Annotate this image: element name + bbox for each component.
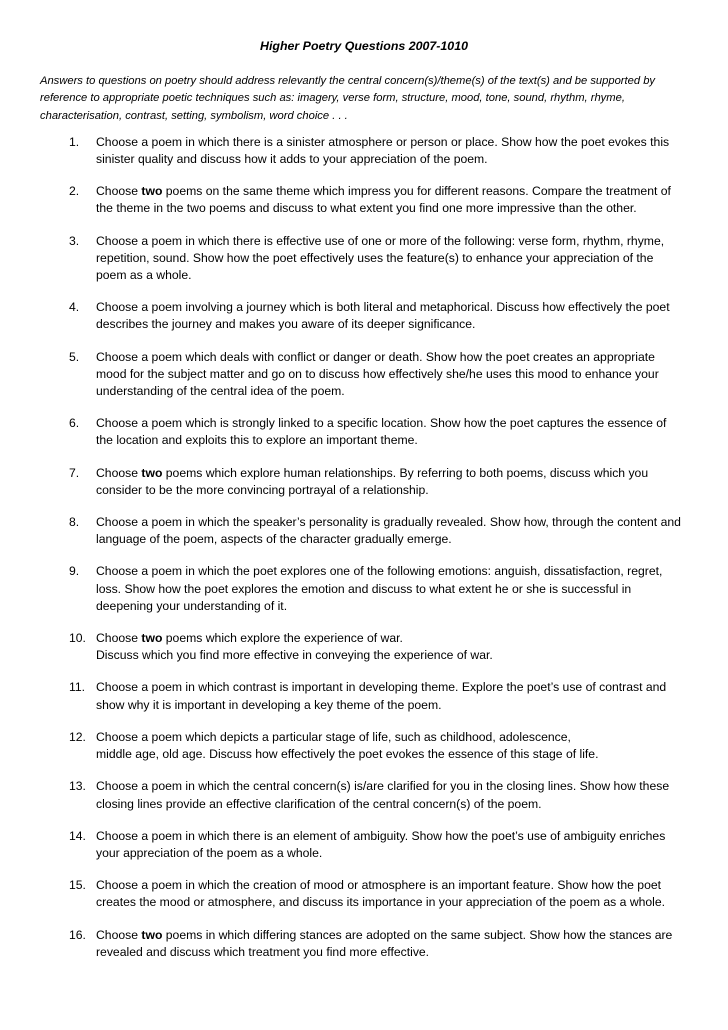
question-item	[40, 514, 688, 548]
question-item	[40, 563, 688, 615]
question-text-part: Choose a poem in which the creation of mood or atmosphere is an important feature. Show how the poet creates the mood or atmosphere, and discuss its importance in your appreciation of the poem as a whole.	[96, 878, 666, 910]
question-text-part: Choose a poem in which contrast is important in developing theme. Explore the poet’s use of contrast and show why it is important in developing a key theme of the poem.	[96, 680, 667, 712]
question-item	[40, 877, 688, 911]
question-item	[40, 630, 688, 664]
question-number: 8.	[69, 515, 80, 530]
question-number: 12.	[69, 729, 86, 744]
question-item	[40, 828, 688, 862]
question-text	[96, 234, 664, 282]
question-text	[96, 350, 659, 398]
question-item	[40, 349, 688, 401]
page-title: Higher Poetry Questions 2007-1010	[260, 39, 468, 53]
question-text	[96, 184, 671, 215]
question-number: 3.	[69, 233, 80, 248]
question-text-part: Choose a poem in which the speaker’s personality is gradually revealed. Show how, through the content and language of the poem, aspects of the character gradually emerge.	[96, 515, 681, 547]
question-number: 14.	[69, 828, 86, 843]
question-item	[40, 299, 688, 333]
question-text-part: Choose a poem involving a journey which is both literal and metaphorical. Discuss how effectively the poet describes the journey and makes you aware of its deeper significance.	[96, 300, 670, 332]
question-text	[96, 928, 672, 959]
question-text-part: Choose	[96, 927, 142, 942]
question-item	[40, 679, 688, 713]
question-text-part: Choose	[96, 184, 142, 199]
question-text	[96, 779, 669, 810]
question-number: 10.	[69, 631, 86, 646]
question-text-part: Choose a poem in which there is an element of ambiguity. Show how the poet’s use of ambiguity enriches your appreciation of the poem as a whole.	[96, 828, 666, 860]
question-text-part: Choose a poem in which the central concern(s) is/are clarified for you in the closing lines. Show how these closing lines provide an effective clarification of the central concern(s) of the poem.	[96, 779, 670, 811]
question-item	[40, 233, 688, 285]
question-item	[40, 927, 688, 961]
question-text	[96, 466, 648, 497]
question-text	[96, 631, 493, 662]
question-text-part: Choose a poem which deals with conflict or danger or death. Show how the poet creates an appropriate mood for the subject matter and go on to discuss how effectively she/he uses this mood to enhance your understanding of the central idea of the poem.	[96, 349, 659, 399]
question-item	[40, 134, 688, 168]
question-item	[40, 729, 688, 763]
question-emphasis: two	[141, 465, 163, 480]
question-item	[40, 183, 688, 217]
question-text-part: Choose a poem which is strongly linked to a specific location. Show how the poet captures the essence of the location and exploits this to explore an important theme.	[96, 416, 667, 448]
question-text	[96, 515, 681, 546]
question-text-part: poems which explore human relationships. By referring to both poems, discuss which you consider to be the more convincing portrayal of a relationship.	[96, 465, 649, 497]
question-number: 9.	[69, 564, 80, 579]
question-text	[96, 416, 666, 447]
question-number: 15.	[69, 878, 86, 893]
question-text-part: Choose	[96, 465, 142, 480]
intro-paragraph: Answers to questions on poetry should address relevantly the central concern(s)/theme(s) of the text(s) and be supported by reference to appropriate poetic techniques such as: imagery, verse form, structure, mood, tone, sound, rhythm, rhyme, characterisation, contrast, setting, symbolism, word choice . . .	[40, 75, 656, 122]
question-text	[96, 829, 665, 860]
question-number: 7.	[69, 465, 80, 480]
question-text	[96, 680, 666, 711]
question-text-part: poems which explore the experience of war. Discuss which you find more effective in conveying the experience of war.	[96, 631, 493, 663]
question-emphasis: two	[141, 184, 163, 199]
question-text-part: poems on the same theme which impress you for different reasons. Compare the treatment of the theme in the two poems and discuss to what extent you find one more impressive than the other.	[96, 184, 671, 216]
question-text-part: Choose a poem in which there is effective use of one or more of the following: verse form, rhythm, rhyme, repetition, sound. Show how the poet effectively uses the feature(s) to enhance your appreciation of the poem as a whole.	[96, 233, 665, 283]
question-number: 13.	[69, 779, 86, 794]
question-emphasis: two	[141, 927, 163, 942]
question-text-part: Choose a poem which depicts a particular stage of life, such as childhood, adolescence, middle age, old age. Discuss how effectively the poet evokes the essence of this stage of life.	[96, 729, 599, 762]
question-text-part: Choose a poem in which there is a sinister atmosphere or person or place. Show how the poet evokes this sinister quality and discuss how it adds to your appreciation of the poem.	[96, 134, 670, 167]
question-text-part: Choose	[96, 631, 142, 646]
question-number: 16.	[69, 927, 86, 942]
question-text-part: Choose a poem in which the poet explores one of the following emotions: anguish, dissatisfaction, regret, loss. Show how the poet explores the emotion and discuss to what extent he or she is successful in deepening your understanding of it.	[96, 564, 663, 613]
question-list	[40, 134, 688, 961]
question-emphasis: two	[141, 631, 163, 646]
question-number: 5.	[69, 349, 80, 364]
question-number: 2.	[69, 184, 80, 199]
question-number: 4.	[69, 300, 80, 315]
question-text	[96, 564, 662, 612]
question-text	[96, 300, 670, 331]
question-number: 6.	[69, 416, 80, 431]
question-text	[96, 730, 598, 761]
question-text-part: poems in which differing stances are adopted on the same subject. Show how the stances are revealed and discuss which treatment you find more effective.	[96, 927, 673, 959]
question-text	[96, 135, 669, 166]
question-item	[40, 415, 688, 449]
question-text	[96, 878, 665, 909]
question-number: 1.	[69, 134, 80, 149]
question-item	[40, 465, 688, 499]
question-number: 11.	[69, 680, 86, 695]
question-item	[40, 778, 688, 812]
